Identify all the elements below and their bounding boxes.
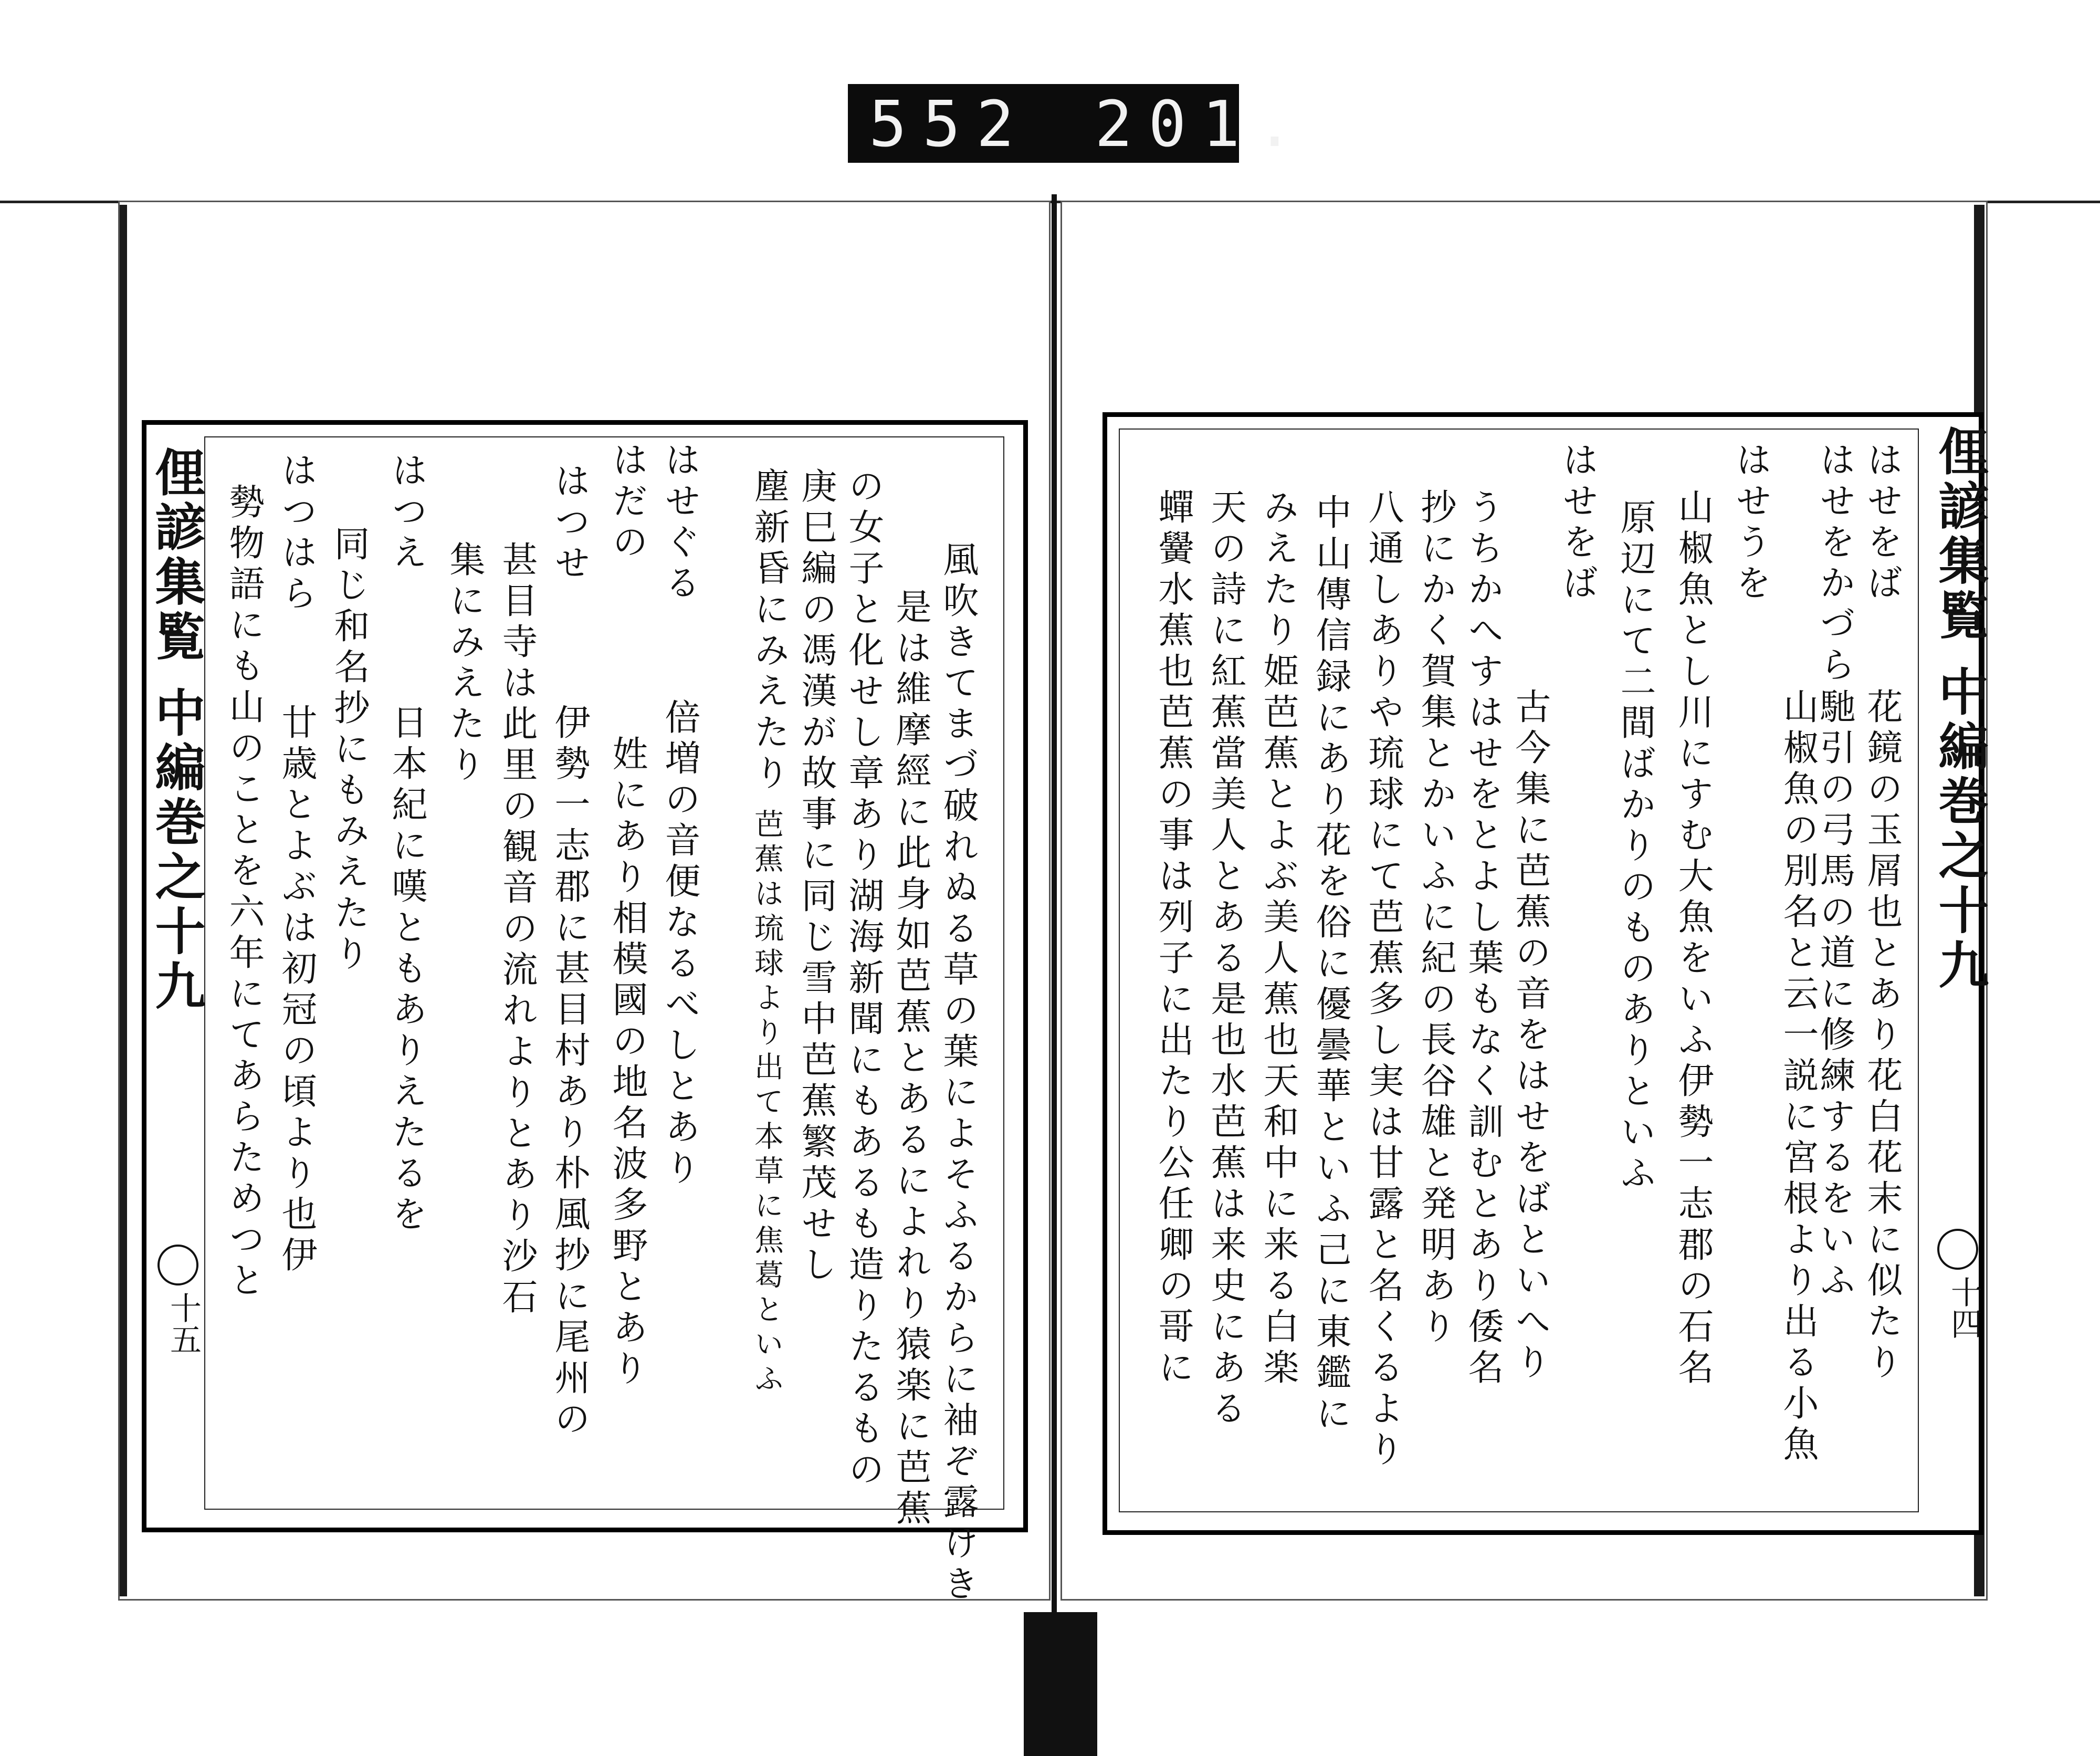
right-col-11: うちかへすはせをとよし葉もなく訓むとあり倭名 — [1462, 488, 1504, 1389]
left-col-2: 是は維摩經に此身如芭蕉とあるによれり猿楽に芭蕉 — [890, 588, 931, 1530]
right-col-7: 山椒魚とし川にすむ大魚をいふ伊勢一志郡の石名 — [1672, 488, 1714, 1389]
left-circle-mark — [158, 1245, 198, 1285]
right-col-10: 古今集に芭蕉の音をはせをばといへり — [1509, 688, 1551, 1384]
right-page-header: 俚諺集覧 中編巻之十九 — [1930, 425, 1990, 994]
right-col-9: はせをば — [1557, 441, 1598, 605]
left-col-10: 姓にあり相模國の地名波多野とあり — [606, 735, 648, 1391]
spine-base — [1024, 1612, 1097, 1756]
left-col-19: 廿歳とよぶは初冠の頃より也伊 — [276, 704, 317, 1277]
left-col-12: 伊勢一志郡に甚目村あり朴風抄に尾州の — [549, 704, 590, 1441]
right-col-5: はせうを — [1730, 441, 1771, 605]
right-col-4: 馳引の弓馬の道に修練するをいふ — [1814, 688, 1855, 1302]
left-col-4: 庚巳編の馮漢が故事に同じ雪中芭蕉繁茂せし — [795, 467, 837, 1287]
right-col-6: 山椒魚の別名と云一説に宮根より出る小魚 — [1777, 688, 1819, 1466]
right-col-13: 八通しありや琉球にて芭蕉多し実は甘露と名くるより — [1362, 488, 1404, 1471]
left-col-20: 勢物語にも山のことを六年にてあらためつと — [223, 483, 265, 1302]
right-col-2: はせをかづら — [1814, 441, 1855, 687]
right-col-14: 中山傳信録にあり花を俗に優曇華といふ己に東鑑に — [1310, 494, 1351, 1436]
left-col-13: 甚目寺は此里の観音の流れよりとあり沙石 — [496, 541, 538, 1319]
frame-number-right: 201. — [1095, 88, 1309, 161]
right-col-12: 抄にかく賀集とかいふに紀の長谷雄と発明あり — [1415, 488, 1456, 1349]
right-col-15: みえたり姫芭蕉とよぶ美人蕉也天和中に来る白楽 — [1257, 488, 1299, 1389]
right-col-8: 原辺にて二間ばかりのものありといふ — [1614, 499, 1656, 1195]
left-inner-border — [204, 436, 1004, 1510]
left-edge-shadow — [120, 205, 127, 1596]
left-col-11: はつせ — [549, 462, 590, 585]
left-col-15: はつえ — [386, 452, 427, 574]
left-col-17: 同じ和名抄にもみえたり — [328, 525, 370, 976]
book-spine — [1052, 194, 1057, 1612]
left-col-9: はだの — [606, 441, 648, 564]
left-col-3: の女子と化せし章あり湖海新聞にもあるも造りたるもの — [843, 467, 884, 1491]
right-circle-mark — [1937, 1229, 1978, 1270]
left-page-number: 十五 — [165, 1292, 202, 1355]
left-col-7: はせぐる — [659, 441, 700, 605]
left-col-14: 集にみえたり — [444, 541, 485, 787]
left-col-18: はつはら — [276, 452, 317, 615]
left-page-header: 俚諺集覧 中編巻之十九 — [147, 446, 206, 1015]
left-col-16: 日本紀に嘆ともありえたるを — [386, 704, 427, 1236]
right-col-1: はせをば — [1861, 441, 1903, 605]
left-col-1: 風吹きてまづ破れぬる草の葉によそふるからに袖ぞ露けき — [937, 541, 979, 1606]
left-col-6: 芭蕉は琉球より出て本草に焦葛といふ — [750, 809, 784, 1398]
frame-number-left: 552 — [869, 88, 1030, 161]
left-col-5: 塵新昏にみえたり — [748, 467, 790, 795]
right-col-16: 天の詩に紅蕉當美人とある是也水芭蕉は来史にある — [1205, 488, 1246, 1430]
right-col-17: 蟬黌水蕉也芭蕉の事は列子に出たり公任卿の哥に — [1152, 488, 1194, 1389]
right-page-number: 十四 — [1946, 1276, 1982, 1339]
archive-frame-tag — [848, 84, 1309, 163]
left-col-8: 倍増の音便なるべしとあり — [659, 698, 700, 1190]
right-col-3: 花鏡の玉屑也とあり花白花末に似たり — [1861, 688, 1903, 1384]
